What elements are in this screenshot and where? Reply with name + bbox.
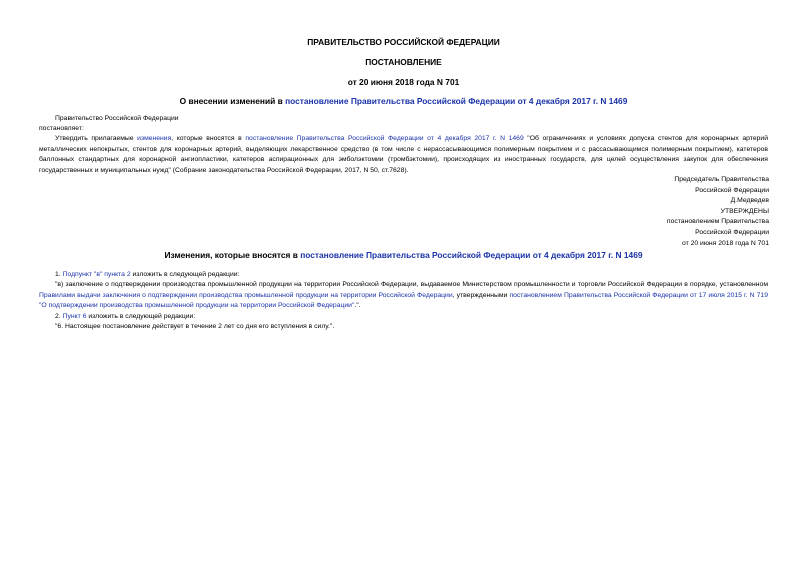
item-2-body: "6. Настоящее постановление действует в течение 2 лет со дня его вступления в силу.".	[55, 323, 335, 330]
item1-number: 1.	[55, 271, 63, 278]
resolution-719-link[interactable]: постановлением Правительства Российской Федерации от 17 июля 2015 г. N 719 "О подтверждении производства промышленной продукции на территории Российской Федерации"	[39, 291, 768, 310]
rules-link[interactable]: Правилами выдачи заключения о подтверждении производства промышленной продукции на территории Российской Федерации	[39, 291, 453, 299]
item2-number: 2.	[55, 313, 63, 320]
resolution-link[interactable]: постановление Правительства Российской Федерации от 4 декабря 2017 г. N 1469	[245, 135, 524, 142]
preamble-line2: постановляет:	[39, 125, 84, 132]
changes-link[interactable]: изменения	[137, 135, 172, 142]
item2-text: изложить в следующей редакции:	[86, 313, 196, 320]
item-2	[39, 312, 768, 323]
item1-text: изложить в следующей редакции:	[130, 271, 240, 278]
title-prefix: О внесении изменений в	[179, 96, 286, 106]
changes-title	[0, 250, 807, 260]
item1-body-text-2: , утвержденными	[452, 291, 510, 299]
approved-line-2: постановлением Правительства	[666, 218, 769, 226]
government-heading: ПРАВИТЕЛЬСТВО РОССИЙСКОЙ ФЕДЕРАЦИИ	[307, 37, 500, 47]
item-1-body	[39, 280, 768, 312]
signature-line-1: Председатель Правительства	[674, 176, 769, 183]
item1-body-text-1: "в) заключение о подтверждении производства промышленной продукции на территории Российской Федерации, выдаваемое Министерством промышленности и торговли Российской Федерации в порядке, установленном	[55, 281, 768, 288]
signature-line-3: Д.Медведев	[730, 197, 769, 205]
changes-title-prefix: Изменения, которые вносятся в	[164, 250, 301, 260]
main-paragraph	[39, 134, 768, 176]
signature-block	[469, 175, 769, 249]
document-title	[0, 96, 807, 106]
document-type: ПОСТАНОВЛЕНИЕ	[365, 57, 442, 67]
para1-text-3: "Об ограничениях и условиях допуска стентов для коронарных артерий металлических непокрытых, стентов для коронарных артерий, выделяющих лекарственное средство (в том числе с нерассасывающимся полимерным покрытием и с рассасывающимся полимерным покрытием), катетеров баллонных стандартных для коронарной ангиопластики, катетеров аспирационных для эмболэктомии (тромбэктомии), происходящих из иностранных государств, для целей осуществления закупок для обеспечения государственных и муниципальных нужд" (Собрание законодательства Российской Федерации, 2017, N 50, ст.7628).	[39, 135, 768, 174]
approved-line-1: УТВЕРЖДЕНЫ	[720, 207, 769, 215]
preamble-line1: Правительство Российской Федерации	[55, 115, 179, 122]
para1-text-1: Утвердить прилагаемые	[55, 135, 138, 142]
para1-text-2: , которые вносятся в	[171, 135, 246, 142]
signature-line-2: Российской Федерации	[695, 186, 769, 194]
subpoint-link[interactable]: Подпункт "в" пункта 2	[62, 271, 131, 278]
approved-line-3: Российской Федерации	[695, 228, 769, 236]
title-link[interactable]: постановление Правительства Российской Федерации от 4 декабря 2017 г. N 1469	[285, 96, 628, 106]
approved-line-4: от 20 июня 2018 года N 701	[681, 239, 769, 247]
item-1	[39, 270, 768, 281]
point-6-link[interactable]: Пункт 6	[62, 313, 87, 320]
document-date-number: от 20 июня 2018 года N 701	[347, 77, 460, 87]
item1-body-text-3: .".	[354, 302, 361, 310]
changes-title-link[interactable]: постановление Правительства Российской Федерации от 4 декабря 2017 г. N 1469	[300, 250, 643, 260]
